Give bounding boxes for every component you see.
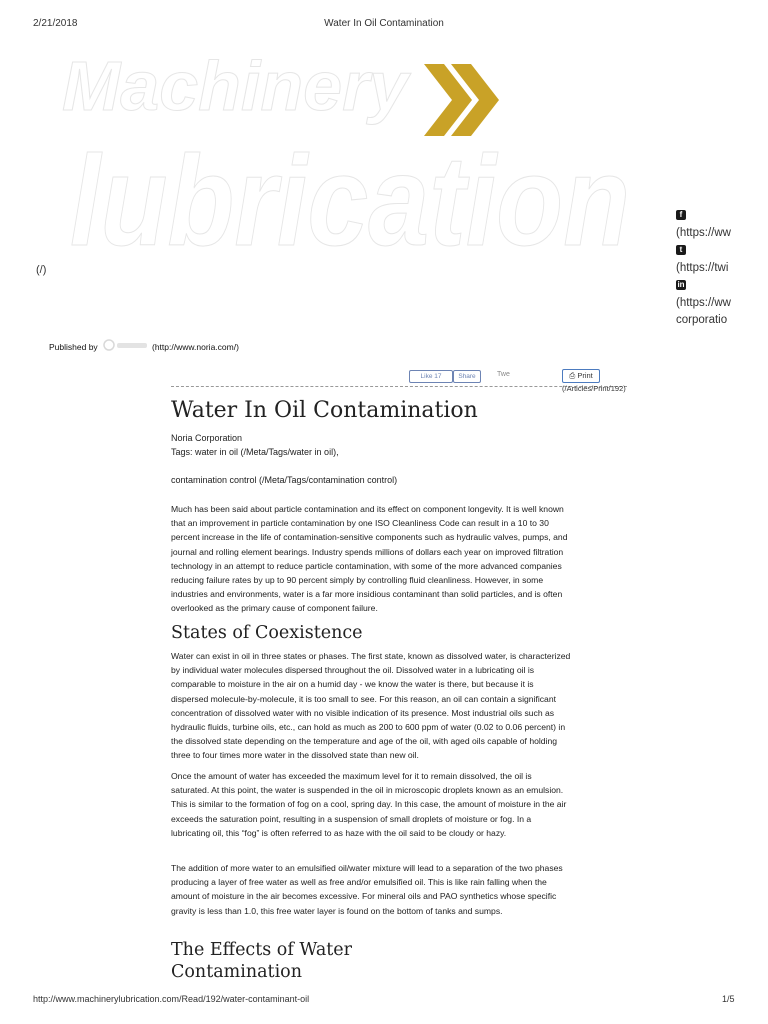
logo-chevrons [424, 64, 499, 136]
twitter-link[interactable]: (https://twi [676, 261, 729, 274]
tag-link-water-in-oil[interactable]: Tags: water in oil (/Meta/Tags/water in oil), [171, 447, 339, 457]
states-paragraph-1: Water can exist in oil in three states or phases. The first state, known as dissolved water, is characterized by individual water molecules dispersed throughout the oil. Dissolved water in a lubricating oil is comparable to moisture in the air on a humid day - we know the water is there, but because it is dispersed molecule-by-molecule, it is too small to see. For this reason, an oil can contain a significant concentration of dissolved water with no visible indication of its presence. Most industrial oils such as hydraulic fluids, turbine oils, etc., can hold as much as 200 to 600 ppm of water (0.02 to 0.06 percent) in the dissolved state depending on the temperature and age of the oil, with aged oils capable of holding three to four times more water in the dissolved state than new oil. [171, 651, 571, 761]
printer-icon: ⎙ [569, 371, 576, 380]
section-heading-effects [171, 939, 352, 983]
divider [171, 386, 627, 387]
intro-paragraph: Much has been said about particle contamination and its effect on component longevity. It is well known that an improvement in particle contamination by one ISO Cleanliness Code can result in a 10 to 30 percent increase in the life of contamination-sensitive components such as hydraulic valves, pumps, and journal and rolling element bearings. Industry spends millions of dollars each year on improved filtration technology in an attempt to reduce particle contamination, with some of the more advanced companies reducing failure rates by up to 90 percent simply by controlling fluid cleanliness. However, in some industries and environments, water is a far more insidious contaminant than solid particles, and is often overlooked as the primary cause of component failure. [171, 504, 568, 614]
article-title: Water In Oil Contamination [171, 398, 478, 423]
print-header-title: Water In Oil Contamination [324, 18, 444, 29]
social-links [676, 207, 768, 330]
states-paragraph-2: Once the amount of water has exceeded the maximum level for it to remain dissolved, the oil is saturated. At this point, the water is suspended in the oil in microscopic droplets known as an emulsion. This is similar to the formation of fog on a cool, spring day. In this case, the amount of moisture in the air exceeds the saturation point, resulting in a suspension of small droplets of moisture or fog. In a lubricating oil, this “fog” is often referred to as haze with the oil said to be cloudy or hazy. [171, 771, 567, 838]
states-paragraph-3: The addition of more water to an emulsified oil/water mixture will lead to a separation of the two phases producing a layer of free water as well as free and/or emulsified oil. This is like rain falling when the amount of moisture in the air becomes excessive. For mineral oils and PAO synthetics whose specific gravity is less than 1.0, this free water layer is found on the bottom of tanks and sumps. [171, 863, 563, 916]
tag-link-contamination-control[interactable]: contamination control (/Meta/Tags/contamination control) [171, 475, 398, 485]
published-by-label: Published by [49, 342, 98, 352]
facebook-share-button[interactable]: Share [453, 370, 481, 383]
footer-url: http://www.machinerylubrication.com/Read/192/water-contaminant-oil [33, 994, 310, 1004]
print-url[interactable]: (/Articles/Print/192) [562, 384, 626, 393]
logo-text-lubrication: lubrication [70, 130, 630, 255]
tweet-button[interactable]: Twe [497, 371, 510, 378]
logo-text-machinery: Machinery [62, 50, 409, 125]
facebook-link[interactable]: (https://ww [676, 226, 731, 239]
linkedin-icon[interactable]: in [677, 279, 685, 289]
footer-page-number: 1/5 [722, 994, 735, 1004]
facebook-like-button[interactable]: Like 17 [409, 370, 453, 383]
print-date: 2/21/2018 [33, 18, 78, 29]
twitter-icon[interactable]: t [676, 245, 686, 255]
home-link[interactable]: (/) [36, 264, 47, 276]
print-button-label: Print [577, 371, 593, 380]
print-button[interactable] [562, 369, 600, 383]
section-heading-effects-line2: Contamination [171, 962, 302, 982]
section-heading-states: States of Coexistence [171, 623, 363, 643]
facebook-icon[interactable]: f [676, 210, 686, 220]
section-heading-effects-line1: The Effects of Water [171, 940, 353, 960]
linkedin-link[interactable]: (https://ww [676, 296, 731, 309]
publisher-url[interactable]: (http://www.noria.com/) [152, 342, 239, 352]
noria-logo[interactable] [102, 338, 150, 352]
article-author: Noria Corporation [171, 433, 243, 443]
linkedin-link-tail[interactable]: corporatio [676, 314, 728, 326]
machinery-lubrication-logo[interactable] [62, 50, 632, 255]
